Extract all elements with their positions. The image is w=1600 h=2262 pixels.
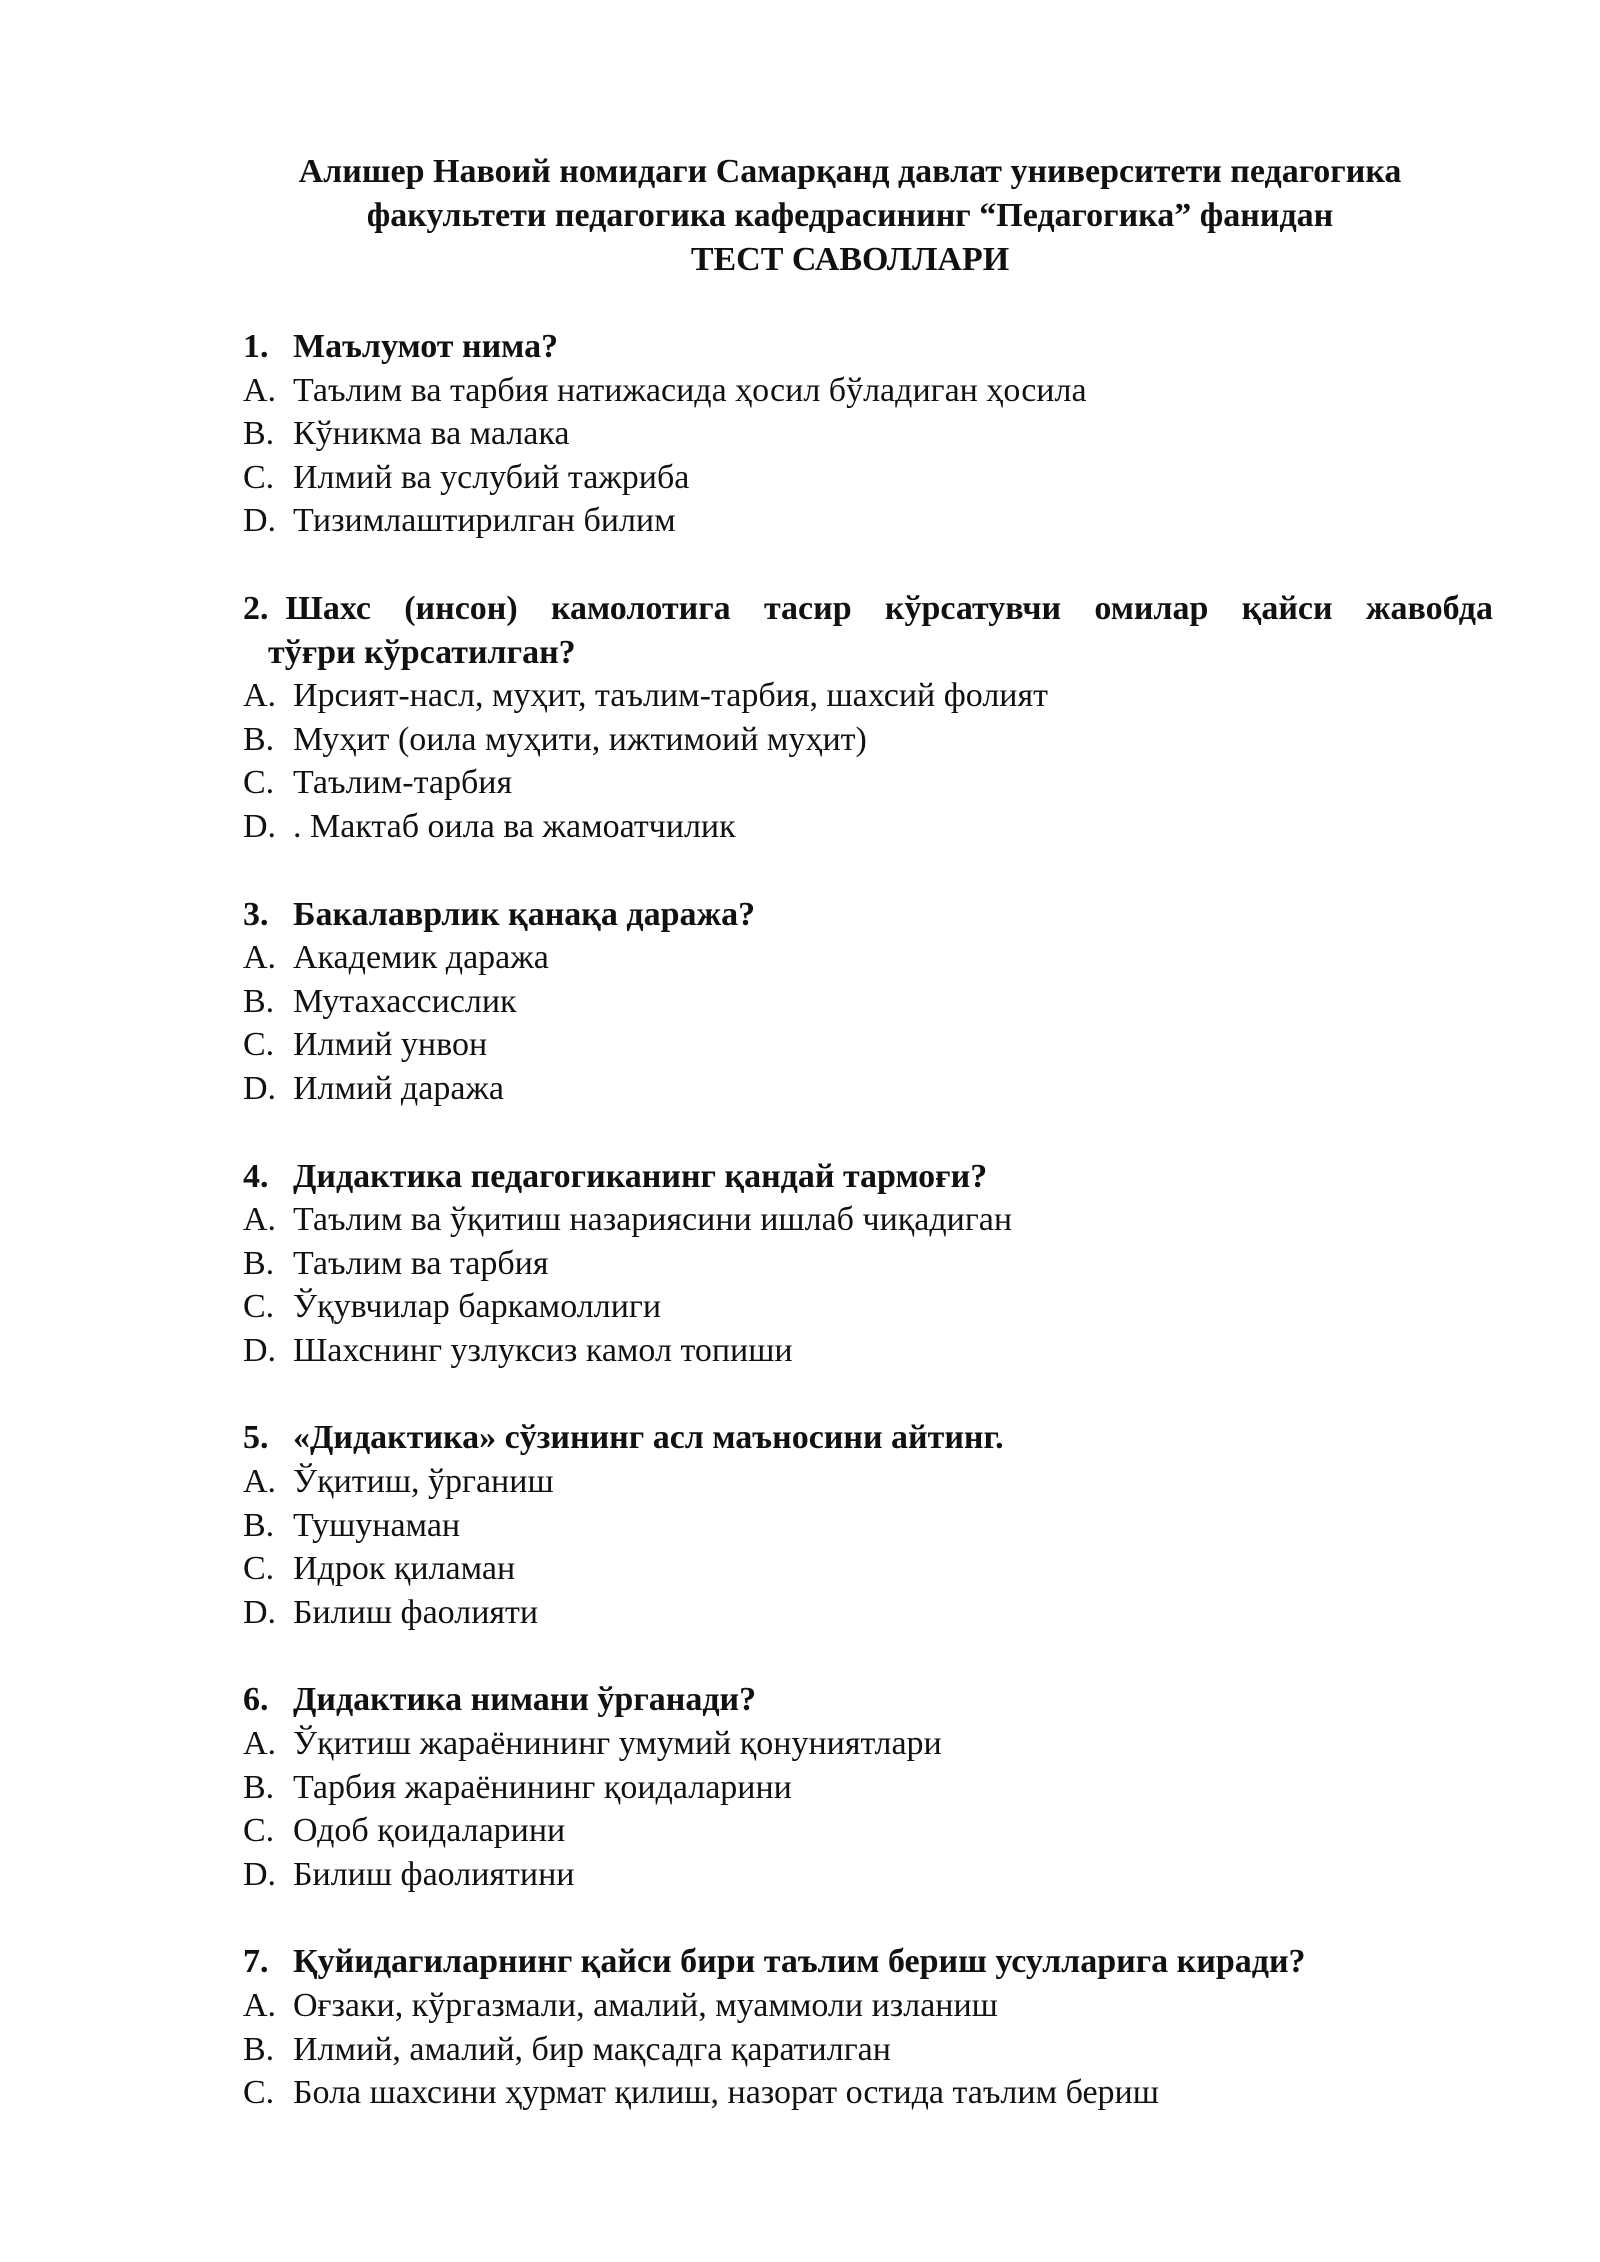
answer-option <box>243 1023 1493 1067</box>
option-text: Муҳит (оила муҳити, ижтимоий муҳит) <box>293 720 867 758</box>
question-text-line-2: тўғри кўрсатилган? <box>268 633 576 671</box>
option-text: Илмий, амалий, бир мақсадга қаратилган <box>293 2030 891 2068</box>
question-number: 5. <box>243 1419 269 1457</box>
question-3 <box>243 893 1493 1111</box>
option-text: Тарбия жараёнининг қоидаларини <box>293 1768 792 1806</box>
option-letter: D. <box>243 1331 277 1369</box>
question-number: 7. <box>243 1943 269 1981</box>
option-text: Тизимлаштирилган билим <box>293 502 676 540</box>
document-header <box>180 150 1520 282</box>
question-title <box>243 1940 1493 1984</box>
option-text: Билиш фаолияти <box>293 1593 539 1631</box>
option-letter: C. <box>243 1812 275 1850</box>
answer-option <box>243 980 1493 1024</box>
option-letter: C. <box>243 764 275 802</box>
answer-option <box>243 456 1493 500</box>
header-line-2: факультети педагогика кафедрасининг “Педагогика” фанидан <box>366 197 1334 234</box>
question-list <box>243 325 1493 2159</box>
option-letter: B. <box>243 2030 275 2068</box>
question-title <box>243 587 1493 674</box>
question-text: Дидактика нимани ўрганади? <box>293 1681 757 1719</box>
option-text: Илмий ва услубий тажриба <box>293 458 690 496</box>
question-2 <box>243 587 1493 849</box>
option-text: Оғзаки, кўргазмали, амалий, муаммоли изланиш <box>293 1987 998 2024</box>
option-letter: B. <box>243 982 275 1020</box>
header-title: ТЕСТ САВОЛЛАРИ <box>690 241 1010 278</box>
answer-option <box>243 936 1493 980</box>
answer-option <box>243 1198 1493 1242</box>
option-letter: A. <box>243 1987 277 2024</box>
answer-option <box>243 1766 1493 1810</box>
option-letter: B. <box>243 1768 275 1806</box>
question-text-line-1: Шахс (инсон) камолотига тасир кўрсатувчи омилар қайси жавобда <box>285 589 1493 627</box>
option-letter: A. <box>243 939 277 977</box>
answer-option <box>243 499 1493 543</box>
option-text: . Мактаб оила ва жамоатчилик <box>293 807 736 845</box>
option-letter: D. <box>243 1855 277 1893</box>
option-text: Таълим-тарбия <box>293 764 513 802</box>
option-text: Ирсият-насл, муҳит, таълим-тарбия, шахсий фолият <box>293 677 1048 715</box>
question-7 <box>243 1940 1493 2114</box>
option-letter: B. <box>243 1506 275 1544</box>
option-letter: D. <box>243 502 277 540</box>
question-5 <box>243 1416 1493 1634</box>
answer-option <box>243 1591 1493 1635</box>
option-text: Илмий унвон <box>293 1026 488 1064</box>
option-text: Мутахассислик <box>293 982 517 1020</box>
option-letter: C. <box>243 1026 275 1064</box>
option-letter: C. <box>243 1288 275 1326</box>
answer-option <box>243 1067 1493 1111</box>
question-text: Маълумот нима? <box>293 328 559 365</box>
answer-option <box>243 805 1493 849</box>
answer-option <box>243 2028 1493 2072</box>
question-6 <box>243 1678 1493 1896</box>
option-letter: B. <box>243 720 275 758</box>
question-title <box>243 1155 1493 1199</box>
option-text: Академик даража <box>293 939 549 977</box>
option-letter: A. <box>243 677 277 715</box>
question-4 <box>243 1155 1493 1373</box>
option-letter: D. <box>243 1593 277 1631</box>
option-text: Ўқитиш жараёнининг умумий қонуниятлари <box>293 1725 942 1763</box>
option-letter: A. <box>243 1201 277 1239</box>
question-text: Бакалаврлик қанақа даража? <box>293 895 756 933</box>
option-letter: C. <box>243 2074 275 2112</box>
option-text: Тушунаман <box>293 1506 461 1544</box>
answer-option <box>243 1329 1493 1373</box>
answer-option <box>243 674 1493 718</box>
answer-option <box>243 1460 1493 1504</box>
option-text: Таълим ва ўқитиш назариясини ишлаб чиқадиган <box>293 1201 1013 1239</box>
option-letter: D. <box>243 1069 277 1107</box>
answer-option <box>243 761 1493 805</box>
answer-option <box>243 2071 1493 2115</box>
option-letter: A. <box>243 1463 277 1501</box>
answer-option <box>243 369 1493 413</box>
option-text: Ўқувчилар баркамоллиги <box>293 1288 662 1326</box>
question-1 <box>243 325 1493 543</box>
option-text: Идрок қиламан <box>293 1550 516 1588</box>
question-number: 4. <box>243 1157 269 1195</box>
answer-option <box>243 1504 1493 1548</box>
option-letter: C. <box>243 1550 275 1588</box>
option-letter: C. <box>243 458 275 496</box>
question-text: Дидактика педагогиканинг қандай тармоғи? <box>293 1157 988 1195</box>
question-title <box>243 893 1493 937</box>
option-text: Билиш фаолиятини <box>293 1855 575 1893</box>
option-letter: B. <box>243 415 275 453</box>
option-text: Кўникма ва малака <box>293 415 570 453</box>
question-number: 1. <box>243 328 269 365</box>
answer-option <box>243 1722 1493 1766</box>
option-text: Илмий даража <box>293 1069 504 1107</box>
option-letter: A. <box>243 371 277 409</box>
question-text: «Дидактика» сўзининг асл маъносини айтинг. <box>293 1419 1004 1457</box>
answer-option <box>243 1242 1493 1286</box>
answer-option <box>243 1809 1493 1853</box>
option-text: Таълим ва тарбия <box>293 1244 549 1282</box>
question-title <box>243 1678 1493 1722</box>
question-number: 2. <box>243 589 269 627</box>
answer-option <box>243 1285 1493 1329</box>
question-number: 3. <box>243 895 269 933</box>
option-text: Бола шахсини ҳурмат қилиш, назорат остида таълим бериш <box>293 2074 1159 2112</box>
answer-option <box>243 1984 1493 2028</box>
question-number: 6. <box>243 1681 269 1719</box>
answer-option <box>243 1547 1493 1591</box>
question-title <box>243 325 1493 369</box>
option-text: Таълим ва тарбия натижасида ҳосил бўладиган ҳосила <box>293 371 1087 409</box>
answer-option <box>243 718 1493 762</box>
question-title-line-1 <box>243 587 1493 631</box>
option-text: Шахснинг узлуксиз камол топиши <box>293 1331 793 1369</box>
header-line-1: Алишер Навоий номидаги Самарқанд давлат университети педагогика <box>298 153 1402 190</box>
question-title <box>243 1416 1493 1460</box>
option-text: Ўқитиш, ўрганиш <box>293 1463 554 1501</box>
option-letter: A. <box>243 1725 277 1763</box>
option-letter: D. <box>243 807 277 845</box>
option-text: Одоб қоидаларини <box>293 1812 566 1850</box>
question-text: Қуйидагиларнинг қайси бири таълим бериш усулларига киради? <box>293 1943 1306 1981</box>
option-letter: B. <box>243 1244 275 1282</box>
answer-option <box>243 412 1493 456</box>
answer-option <box>243 1853 1493 1897</box>
